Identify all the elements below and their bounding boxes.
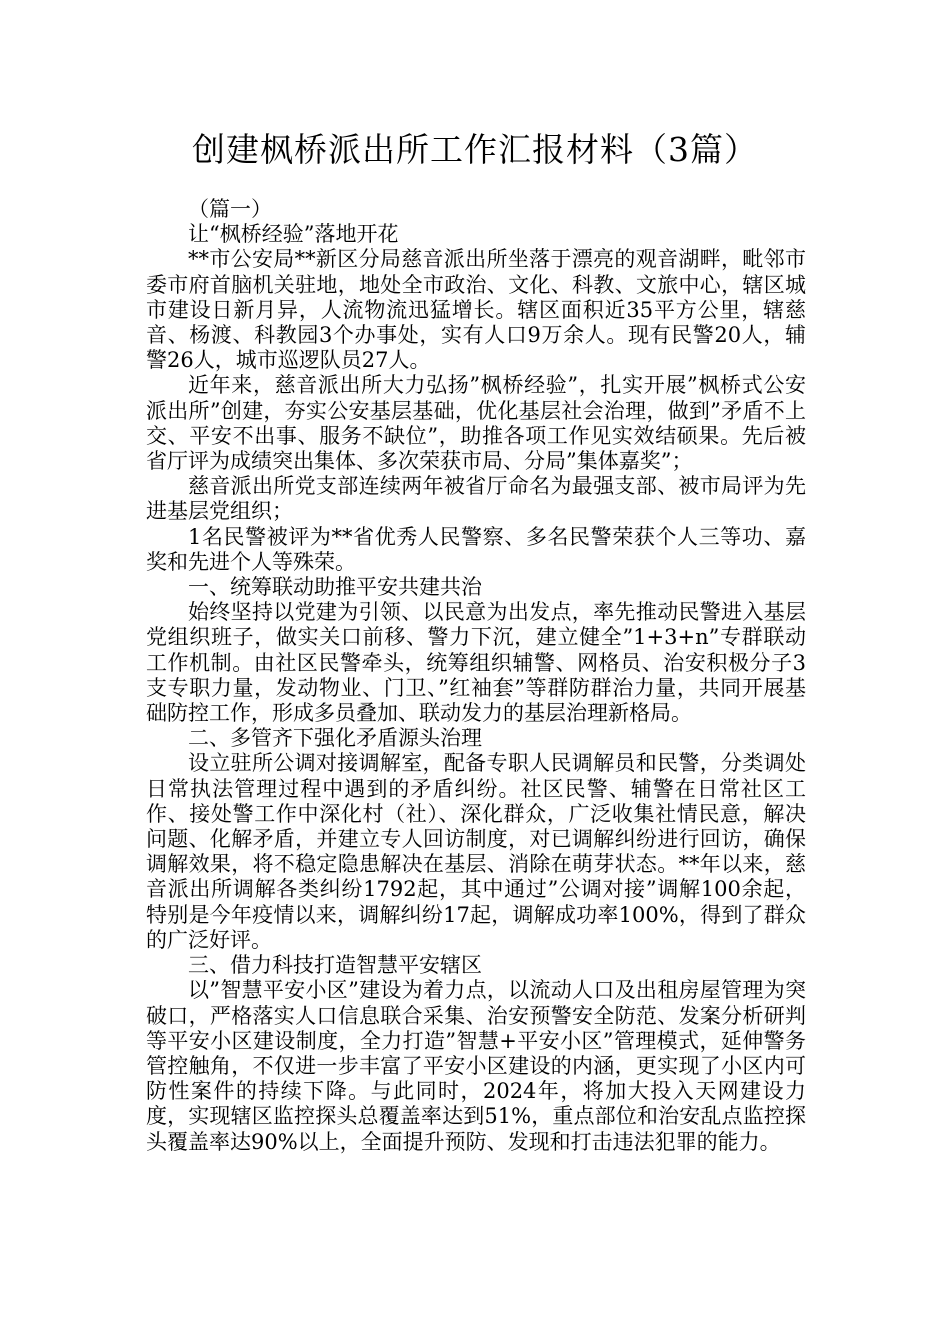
section-label: （篇一） xyxy=(188,197,272,221)
section-subtitle: 让“枫桥经验”落地开花 xyxy=(188,222,399,247)
paragraph-section-2: 设立驻所公调对接调解室，配备专职人民调解员和民警，分类调处日常执法管理过程中遇到的矛盾纠纷。社区民警、辅警在日常社区工作、接处警工作中深化村（社）、深化群众，广泛收集社情民意，解决问题、化解矛盾，并建立专人回访制度，对已调解纠纷进行回访，确保调解效果，将不稳定隐患解决在基层、消除在萌芽状态。**年以来，慈音派出所调解各类纠纷1792起，其中通过”公调对接”调解100余起，特别是今年疫情以来，调解纠纷17起，调解成功率100%，得到了群众的广泛好评。 xyxy=(146,751,806,952)
heading-section-2: 二、多管齐下强化矛盾源头治理 xyxy=(188,726,482,751)
heading-section-3: 三、借力科技打造智慧平安辖区 xyxy=(188,953,482,978)
paragraph-honors: 1名民警被评为**省优秀人民警察、多名民警荣获个人三等功、嘉奖和先进个人等殊荣。 xyxy=(146,524,806,574)
heading-section-1: 一、统筹联动助推平安共建共治 xyxy=(188,575,482,600)
paragraph-section-3: 以”智慧平安小区”建设为着力点，以流动人口及出租房屋管理为突破口，严格落实人口信息联合采集、治安预警安全防范、发案分析研判等平安小区建设制度，全力打造”智慧+平安小区”管理模式，延伸警务管控触角，不仅进一步丰富了平安小区建设的内涵，更实现了小区内可防性案件的持续下降。与此同时，2024年，将加大投入天网建设力度，实现辖区监控探头总覆盖率达到51%，重点部位和治安乱点监控探头覆盖率达90%以上，全面提升预防、发现和打击违法犯罪的能力。 xyxy=(146,978,806,1154)
paragraph-section-1: 始终坚持以党建为引领、以民意为出发点，率先推动民警进入基层党组织班子，做实关口前移、警力下沉，建立健全”1+3+n”专群联动工作机制。由社区民警牵头，统筹组织辅警、网格员、治安积极分子3支专职力量，发动物业、门卫、”红袖套”等群防群治力量，共同开展基础防控工作，形成多员叠加、联动发力的基层治理新格局。 xyxy=(146,600,806,726)
document-body xyxy=(146,197,806,1155)
paragraph-achievements: 近年来，慈音派出所大力弘扬”枫桥经验”，扎实开展”枫桥式公安派出所”创建，夯实公安基层基础，优化基层社会治理，做到”矛盾不上交、平安不出事、服务不缺位”，助推各项工作见实效结硕果。先后被省厅评为成绩突出集体、多次荣获市局、分局”集体嘉奖”； xyxy=(146,373,806,474)
paragraph-intro: **市公安局**新区分局慈音派出所坐落于漂亮的观音湖畔，毗邻市委市府首脑机关驻地，地处全市政治、文化、科教、文旅中心，辖区城市建设日新月异，人流物流迅猛增长。辖区面积近35平方公里，辖慈音、杨渡、科教园3个办事处，实有人口9万余人。现有民警20人，辅警26人，城市巡逻队员27人。 xyxy=(146,247,806,373)
document-title: 创建枫桥派出所工作汇报材料（3篇） xyxy=(192,130,758,169)
paragraph-party-branch: 慈音派出所党支部连续两年被省厅命名为最强支部、被市局评为先进基层党组织； xyxy=(146,474,806,524)
